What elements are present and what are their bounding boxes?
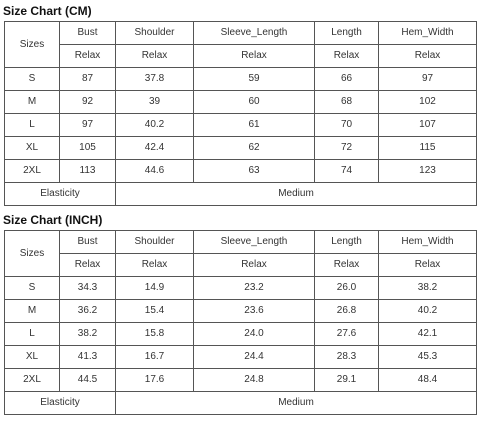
value-cell: 28.3 bbox=[315, 346, 379, 369]
value-cell: 44.5 bbox=[60, 369, 116, 392]
value-cell: 115 bbox=[379, 137, 477, 160]
fit-cell: Relax bbox=[379, 254, 477, 277]
value-cell: 40.2 bbox=[379, 300, 477, 323]
header-shoulder: Shoulder bbox=[116, 231, 194, 254]
size-label-cell: M bbox=[5, 300, 60, 323]
value-cell: 40.2 bbox=[116, 114, 194, 137]
table-row bbox=[5, 300, 477, 323]
header-length: Length bbox=[315, 231, 379, 254]
table-row bbox=[5, 277, 477, 300]
size-label-cell: S bbox=[5, 277, 60, 300]
elasticity-label-cell: Elasticity bbox=[5, 392, 116, 415]
value-cell: 27.6 bbox=[315, 323, 379, 346]
sizes-header-cell: Sizes bbox=[5, 22, 60, 68]
size-label-cell: XL bbox=[5, 346, 60, 369]
value-cell: 97 bbox=[60, 114, 116, 137]
fit-cell: Relax bbox=[315, 45, 379, 68]
elasticity-value-cell: Medium bbox=[116, 392, 477, 415]
value-cell: 105 bbox=[60, 137, 116, 160]
value-cell: 36.2 bbox=[60, 300, 116, 323]
table-row bbox=[5, 323, 477, 346]
value-cell: 61 bbox=[194, 114, 315, 137]
value-cell: 34.3 bbox=[60, 277, 116, 300]
header-sleeve-length: Sleeve_Length bbox=[194, 22, 315, 45]
fit-cell: Relax bbox=[379, 45, 477, 68]
table-row bbox=[5, 160, 477, 183]
value-cell: 15.8 bbox=[116, 323, 194, 346]
value-cell: 74 bbox=[315, 160, 379, 183]
fit-row bbox=[5, 45, 477, 68]
value-cell: 72 bbox=[315, 137, 379, 160]
header-row bbox=[5, 231, 477, 254]
header-shoulder: Shoulder bbox=[116, 22, 194, 45]
value-cell: 45.3 bbox=[379, 346, 477, 369]
fit-row bbox=[5, 254, 477, 277]
fit-cell: Relax bbox=[116, 254, 194, 277]
value-cell: 38.2 bbox=[379, 277, 477, 300]
value-cell: 42.4 bbox=[116, 137, 194, 160]
value-cell: 102 bbox=[379, 91, 477, 114]
size-chart-inch-title: Size Chart (INCH) bbox=[3, 213, 103, 227]
value-cell: 87 bbox=[60, 68, 116, 91]
value-cell: 26.0 bbox=[315, 277, 379, 300]
size-label-cell: L bbox=[5, 323, 60, 346]
value-cell: 97 bbox=[379, 68, 477, 91]
value-cell: 23.6 bbox=[194, 300, 315, 323]
elasticity-value-cell: Medium bbox=[116, 183, 477, 206]
value-cell: 66 bbox=[315, 68, 379, 91]
fit-cell: Relax bbox=[194, 45, 315, 68]
fit-cell: Relax bbox=[60, 254, 116, 277]
value-cell: 62 bbox=[194, 137, 315, 160]
size-chart-inch-table bbox=[4, 230, 477, 415]
table-row bbox=[5, 114, 477, 137]
value-cell: 24.8 bbox=[194, 369, 315, 392]
fit-cell: Relax bbox=[315, 254, 379, 277]
size-label-cell: M bbox=[5, 91, 60, 114]
value-cell: 26.8 bbox=[315, 300, 379, 323]
table-row bbox=[5, 346, 477, 369]
value-cell: 107 bbox=[379, 114, 477, 137]
value-cell: 29.1 bbox=[315, 369, 379, 392]
value-cell: 59 bbox=[194, 68, 315, 91]
elasticity-label-cell: Elasticity bbox=[5, 183, 116, 206]
value-cell: 123 bbox=[379, 160, 477, 183]
fit-cell: Relax bbox=[194, 254, 315, 277]
value-cell: 38.2 bbox=[60, 323, 116, 346]
table-row bbox=[5, 91, 477, 114]
value-cell: 60 bbox=[194, 91, 315, 114]
size-chart-cm-table bbox=[4, 21, 477, 206]
size-label-cell: XL bbox=[5, 137, 60, 160]
elasticity-row bbox=[5, 392, 477, 415]
value-cell: 37.8 bbox=[116, 68, 194, 91]
size-label-cell: 2XL bbox=[5, 160, 60, 183]
value-cell: 24.4 bbox=[194, 346, 315, 369]
table-row bbox=[5, 68, 477, 91]
value-cell: 41.3 bbox=[60, 346, 116, 369]
table-row bbox=[5, 137, 477, 160]
value-cell: 14.9 bbox=[116, 277, 194, 300]
value-cell: 16.7 bbox=[116, 346, 194, 369]
value-cell: 113 bbox=[60, 160, 116, 183]
fit-cell: Relax bbox=[116, 45, 194, 68]
size-chart-cm-title: Size Chart (CM) bbox=[3, 4, 92, 18]
fit-cell: Relax bbox=[60, 45, 116, 68]
value-cell: 17.6 bbox=[116, 369, 194, 392]
value-cell: 23.2 bbox=[194, 277, 315, 300]
value-cell: 15.4 bbox=[116, 300, 194, 323]
value-cell: 92 bbox=[60, 91, 116, 114]
header-bust: Bust bbox=[60, 22, 116, 45]
value-cell: 68 bbox=[315, 91, 379, 114]
value-cell: 39 bbox=[116, 91, 194, 114]
header-hem-width: Hem_Width bbox=[379, 231, 477, 254]
header-sleeve-length: Sleeve_Length bbox=[194, 231, 315, 254]
size-label-cell: L bbox=[5, 114, 60, 137]
value-cell: 48.4 bbox=[379, 369, 477, 392]
header-hem-width: Hem_Width bbox=[379, 22, 477, 45]
header-row bbox=[5, 22, 477, 45]
value-cell: 70 bbox=[315, 114, 379, 137]
value-cell: 24.0 bbox=[194, 323, 315, 346]
size-label-cell: 2XL bbox=[5, 369, 60, 392]
header-length: Length bbox=[315, 22, 379, 45]
table-row bbox=[5, 369, 477, 392]
value-cell: 44.6 bbox=[116, 160, 194, 183]
elasticity-row bbox=[5, 183, 477, 206]
header-bust: Bust bbox=[60, 231, 116, 254]
value-cell: 42.1 bbox=[379, 323, 477, 346]
size-label-cell: S bbox=[5, 68, 60, 91]
value-cell: 63 bbox=[194, 160, 315, 183]
sizes-header-cell: Sizes bbox=[5, 231, 60, 277]
